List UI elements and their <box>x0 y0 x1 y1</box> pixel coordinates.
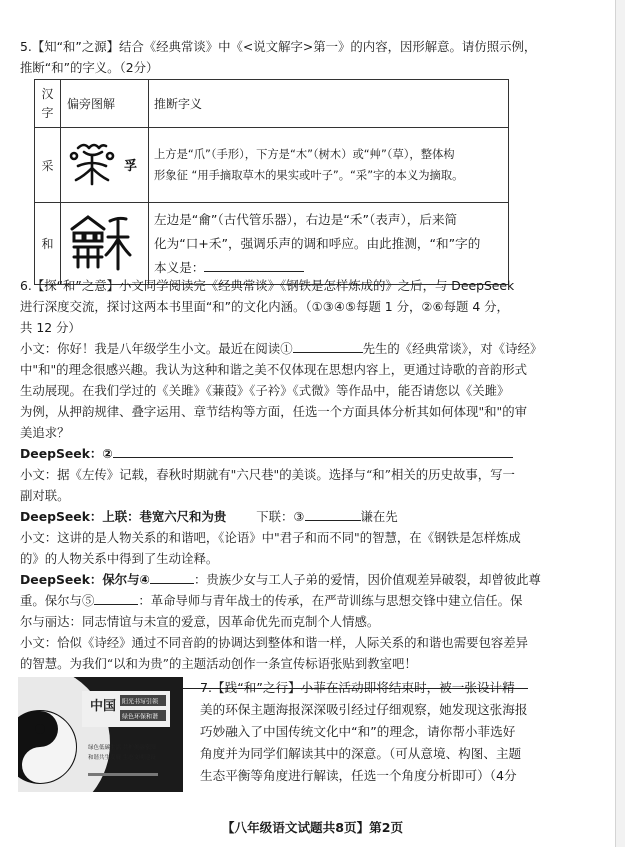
svg-text:绿色环保和谐: 绿色环保和谐 <box>122 713 159 721</box>
xiaowen-line: 生动展现。在我们学过的《关雎》《蒹葭》《子衿》《式微》等作品中，能否请您以《关雎》 <box>20 383 510 398</box>
q7-line: 生态平衡等角度进行解读，任选一个角度分析即可）（4分 <box>200 768 517 783</box>
svg-text:阳光书写引领: 阳光书写引领 <box>122 698 159 706</box>
row-char-he: 和 <box>35 203 61 285</box>
answer-blank-4[interactable] <box>150 571 194 584</box>
seal-image-cai <box>61 128 149 203</box>
xiaowen-line: 小文：这讲的是人物关系的和谐吧，《论语》中"君子和而不同"的智慧，在《钢铁是怎样炼成 <box>20 530 521 545</box>
seal-image-he <box>61 203 149 285</box>
svg-text:中国: 中国 <box>90 699 117 714</box>
q6-head-line: 6.【探“和”之意】小文同学阅读完《经典常谈》《钢铁是怎样炼成的》之后，与 DeepSeek <box>20 278 515 293</box>
table-header-diagram: 偏旁图解 <box>61 80 149 128</box>
q7-line: 角度并为同学们解读其中的深意。（可从意境、构图、主题 <box>200 746 522 761</box>
q5-line-1: 5.【知“和”之源】结合《经典常谈》中《<说文解字>第一》的内容，因形解意。请仿照示例， <box>20 39 537 54</box>
deepseek-line: 尔与丽达：同志情谊与未宣的爱意，因革命优先而克制个人情感。 <box>20 614 380 629</box>
deepseek-line-4: DeepSeek：保尔与④ ：贵族少女与工人子弟的爱情，因价值观差异破裂，却曾彼此尊 <box>20 572 541 587</box>
answer-blank-2[interactable] <box>113 445 513 458</box>
xiaowen-line: 小文：据《左传》记载，春秋时期就有"六尺巷"的美谈。选择与“和”相关的历史故事，写一 <box>20 467 515 482</box>
xiaowen-line: 副对联。 <box>20 488 70 503</box>
seal-script-cai-icon <box>62 134 142 194</box>
svg-text:绿色低碳生活 共护美丽家园: 绿色低碳生活 共护美丽家园 <box>88 745 156 751</box>
row-char-cai: 采 <box>35 128 61 203</box>
question-7 <box>200 677 540 787</box>
meaning-line: 形象征 “用手摘取草木的果实或叶子”。“采”字的本义为摘取。 <box>154 169 464 182</box>
meaning-line: 上方是“爪”（手形），下方是“木”（树木）或“艸”（草），整体构 <box>154 148 455 161</box>
q7-line: 7.【践“和”之行】小菲在活动即将结束时，被一张设计精 <box>200 680 515 695</box>
xiaowen-line: 的智慧。为我们“以和为贵”的主题活动创作一条宣传标语张贴到教室吧！ <box>20 656 417 671</box>
footer-title: 【八年级语文试题共8页】 <box>221 820 370 835</box>
answer-blank-he[interactable] <box>204 259 304 272</box>
meaning-line: 本义是： <box>154 256 507 280</box>
q7-line: 巧妙融入了中国传统文化中“和”的理念，请你帮小菲选好 <box>200 724 516 739</box>
table-row <box>35 128 509 203</box>
q7-line: 美的环保主题海报深深吸引经过仔细观察，她发现这张海报 <box>200 702 528 717</box>
xiaowen-line: 小文：你好！我是八年级学生小文。最近在阅读① 先生的《经典常谈》，对《诗经》 <box>20 341 543 356</box>
page-edge-shadow <box>615 0 625 847</box>
seal-script-he-icon <box>62 207 142 277</box>
table-row <box>35 203 509 285</box>
xiaowen-line: 为例，从押韵规律、叠字运用、章节结构等方面，任选一个方面具体分析其如何体现"和"的审 <box>20 404 528 419</box>
table-header-meaning: 推断字义 <box>149 80 509 128</box>
q5-line-2: 推断“和”的字义。（2分） <box>20 60 159 75</box>
svg-text:孚: 孚 <box>124 158 138 174</box>
deepseek-line-3: DeepSeek：上联：巷宽六尺和为贵 下联：③ 谦在先 <box>20 509 398 524</box>
deepseek-line-5: 重。保尔与⑤ ：革命导师与青年战士的传承，在严苛训练与思想交锋中建立信任。保 <box>20 593 523 608</box>
xiaowen-line: 的》的人物关系中得到了生动诠释。 <box>20 551 219 566</box>
environmental-poster-image <box>18 677 183 792</box>
page-footer <box>0 817 625 836</box>
meaning-line: 左边是“龠”（古代管乐器），右边是“禾”（表声），后来简 <box>154 211 458 227</box>
q5-table <box>34 79 509 285</box>
deepseek-line-2: DeepSeek：② <box>20 443 570 464</box>
svg-text:和谐共生发展 生态文明建设: 和谐共生发展 生态文明建设 <box>88 755 156 761</box>
row-meaning-cai <box>149 128 509 203</box>
page-number: 第2页 <box>369 820 404 835</box>
xiaowen-line: 小文：恰似《诗经》通过不同音韵的协调达到整体和谐一样，人际关系的和谐也需要包容差异 <box>20 635 529 650</box>
question-5 <box>20 36 565 78</box>
xiaowen-line: 美追求？ <box>20 425 70 440</box>
table-header-char: 汉字 <box>35 80 61 128</box>
meaning-line: 化为“口+禾”，强调乐声的调和呼应。由此推测，“和”字的 <box>154 235 481 251</box>
answer-blank-1[interactable] <box>293 340 363 353</box>
q6-head-line: 共 12 分） <box>20 320 81 335</box>
xiaowen-line: 中"和"的理念很感兴趣。我认为这种和谐之美不仅体现在思想内容上，更通过诗歌的音韵形式 <box>20 362 528 377</box>
poster-graphic <box>18 677 183 792</box>
row-meaning-he <box>149 203 509 285</box>
q6-head-line: 进行深度交流，探讨这两本书里面“和”的文化内涵。（①③④⑤每题 1 分，②⑥每题 4 分， <box>20 299 509 314</box>
answer-blank-3[interactable] <box>305 508 361 521</box>
question-6 <box>20 275 570 695</box>
answer-blank-5[interactable] <box>94 592 138 605</box>
